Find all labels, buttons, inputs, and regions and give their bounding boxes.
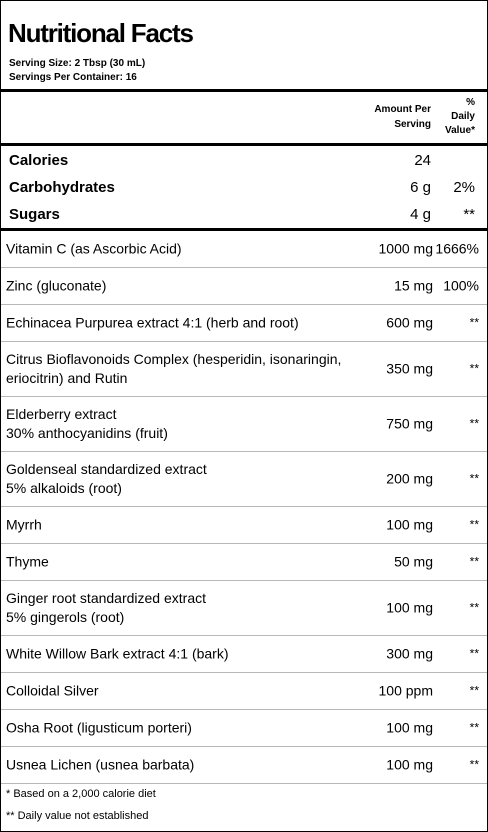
ingredient-amount: 300 mg: [386, 645, 433, 662]
ingredient-daily-value: **: [469, 720, 479, 735]
amount-header-line: Serving: [394, 119, 431, 130]
macro-daily-value: **: [463, 206, 475, 223]
ingredient-daily-value: **: [469, 646, 479, 661]
ingredient-row: [1, 396, 487, 451]
ingredient-name-line: 5% alkaloids (root): [6, 480, 122, 496]
ingredient-daily-value: **: [469, 517, 479, 532]
ingredient-row: [1, 451, 487, 506]
footnote-not-established: ** Daily value not established: [6, 810, 149, 822]
ingredient-name-line: Ginger root standardized extract: [6, 590, 206, 606]
ingredient-name-line: Osha Root (ligusticum porteri): [6, 719, 192, 736]
ingredient-amount: 350 mg: [386, 360, 433, 377]
ingredient-row: [1, 341, 487, 396]
servings-per-container: Servings Per Container: 16: [9, 72, 137, 83]
ingredient-name-line: Goldenseal standardized extract: [6, 461, 207, 477]
ingredient-row: [1, 543, 487, 580]
ingredient-row: [1, 746, 487, 783]
dv-header-line: %: [466, 97, 475, 108]
ingredient-row: [1, 635, 487, 672]
ingredient-name: [6, 277, 347, 296]
macro-amount: 24: [414, 152, 431, 169]
amount-header-line: Amount Per: [374, 104, 431, 115]
macro-amount: 6 g: [410, 179, 431, 196]
ingredient-daily-value: **: [469, 471, 479, 486]
ingredient-row: [1, 304, 487, 341]
ingredient-name-line: 5% gingerols (root): [6, 609, 125, 625]
ingredient-amount: 100 ppm: [378, 682, 433, 699]
ingredient-amount: 50 mg: [394, 553, 433, 570]
ingredient-name: [6, 240, 347, 259]
ingredient-row: [1, 231, 487, 267]
macro-row-carbohydrates: [1, 174, 487, 200]
macro-row-sugars: [1, 201, 487, 227]
ingredient-name-line: Vitamin C (as Ascorbic Acid): [6, 240, 182, 257]
ingredient-amount: 15 mg: [394, 277, 433, 294]
amount-per-serving-header: [341, 102, 431, 132]
ingredient-name: [6, 516, 347, 535]
ingredient-row: [1, 580, 487, 635]
ingredient-name-line: Thyme: [6, 553, 49, 570]
ingredient-name-line: Elderberry extract: [6, 406, 117, 422]
ingredient-row: [1, 709, 487, 746]
ingredient-name-line: Citrus Bioflavonoids Complex (hesperidin, isonaringin,: [6, 351, 342, 367]
macro-amount: 4 g: [410, 206, 431, 223]
ingredient-amount: 1000 mg: [378, 240, 433, 257]
ingredient-name: [6, 719, 347, 738]
ingredient-name: [6, 645, 347, 664]
daily-value-header: [431, 96, 475, 138]
ingredient-name: [6, 553, 347, 572]
footnote-daily-basis: * Based on a 2,000 calorie diet: [6, 788, 156, 800]
ingredient-name-line: 30% anthocyanidins (fruit): [6, 425, 168, 441]
macro-name: Calories: [9, 152, 69, 169]
serving-size: Serving Size: 2 Tbsp (30 mL): [9, 58, 146, 69]
ingredient-name-line: Myrrh: [6, 516, 42, 533]
ingredient-row: [1, 506, 487, 543]
ingredient-daily-value: **: [469, 683, 479, 698]
macro-daily-value: 2%: [453, 179, 475, 196]
ingredient-name-line: Usnea Lichen (usnea barbata): [6, 756, 195, 773]
ingredient-daily-value: **: [469, 600, 479, 615]
ingredient-name: [6, 350, 347, 388]
ingredient-name-line: Zinc (gluconate): [6, 277, 107, 294]
ingredient-name-line: eriocitrin) and Rutin: [6, 370, 128, 386]
ingredient-daily-value: 100%: [443, 277, 479, 294]
ingredient-daily-value: **: [469, 554, 479, 569]
ingredient-name: [6, 682, 347, 701]
macro-row-calories: [1, 147, 487, 173]
ingredient-name-line: Echinacea Purpurea extract 4:1 (herb and root): [6, 314, 299, 331]
ingredient-amount: 100 mg: [386, 719, 433, 736]
ingredient-daily-value: **: [469, 757, 479, 772]
ingredient-row: [1, 267, 487, 304]
ingredient-daily-value: **: [469, 361, 479, 376]
ingredient-row: [1, 672, 487, 709]
thick-divider: [1, 143, 487, 146]
ingredient-amount: 200 mg: [386, 470, 433, 487]
ingredient-daily-value: **: [469, 315, 479, 330]
ingredient-name: [6, 589, 347, 627]
ingredient-amount: 100 mg: [386, 756, 433, 773]
ingredient-name-line: White Willow Bark extract 4:1 (bark): [6, 645, 229, 662]
ingredient-name-line: Colloidal Silver: [6, 682, 99, 699]
ingredient-name: [6, 460, 347, 498]
dv-header-line: Daily: [451, 111, 475, 122]
ingredient-name: [6, 405, 347, 443]
macro-name: Sugars: [9, 206, 60, 223]
ingredient-daily-value: **: [469, 416, 479, 431]
dv-header-line: Value*: [444, 125, 475, 136]
panel-title: Nutritional Facts: [8, 18, 193, 48]
ingredient-amount: 600 mg: [386, 314, 433, 331]
thick-divider: [1, 89, 487, 92]
ingredient-name: [6, 314, 347, 333]
ingredient-name: [6, 756, 347, 775]
ingredient-amount: 100 mg: [386, 599, 433, 616]
footnote-divider: [1, 783, 487, 784]
ingredient-amount: 100 mg: [386, 516, 433, 533]
macro-name: Carbohydrates: [9, 179, 115, 196]
ingredient-daily-value: 1666%: [435, 240, 479, 257]
ingredient-amount: 750 mg: [386, 415, 433, 432]
